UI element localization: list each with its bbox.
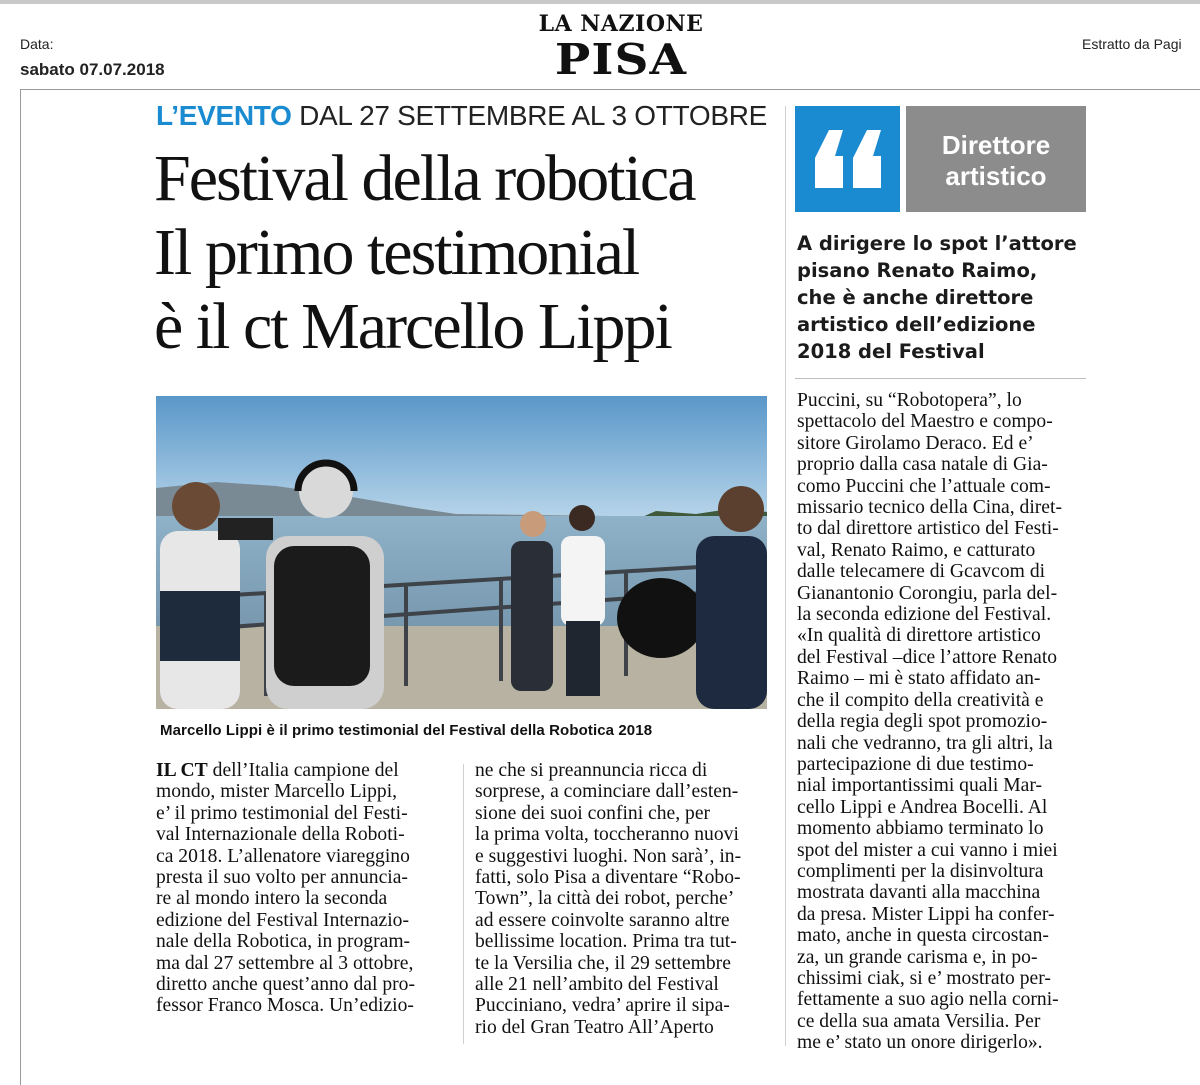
- body-column-3: [797, 390, 1089, 1054]
- role-line: artistico: [945, 161, 1047, 191]
- headline-line: Festival della robotica: [154, 142, 695, 215]
- body-line: me e’ stato un onore dirigerlo».: [797, 1032, 1043, 1054]
- body-line: ne che si preannuncia ricca di: [475, 760, 708, 781]
- pull-quote-line: che è anche direttore: [797, 286, 1034, 309]
- body-line: te la Versilia che, il 29 settembre: [475, 952, 731, 974]
- body-line: Gianantonio Corongiu, parla del-: [797, 582, 1058, 604]
- headline-line: è il ct Marcello Lippi: [154, 290, 671, 363]
- divider: [795, 378, 1086, 379]
- body-line: Pucciniano, vedra’ aprire il sipa-: [475, 995, 730, 1017]
- pull-quote-line: artistico dell’edizione: [797, 313, 1036, 336]
- body-line: [156, 760, 452, 781]
- kicker-dates: DAL 27 SETTEMBRE AL 3 OTTOBRE: [299, 100, 768, 131]
- body-line: da presa. Mister Lippi ha confer-: [797, 903, 1055, 925]
- body-line: fessor Franco Mosca. Un’edizio-: [156, 995, 414, 1017]
- body-line: alle 21 nell’ambito del Festival: [475, 974, 719, 996]
- body-line: la seconda edizione del Festival.: [797, 604, 1052, 626]
- body-line: spettacolo del Maestro e compo-: [797, 411, 1053, 433]
- photo-caption: Marcello Lippi è il primo testimonial del Festival della Robotica 2018: [160, 722, 653, 739]
- body-line: e’ il primo testimonial del Festi-: [156, 802, 408, 824]
- body-line: dalle telecamere di Gcavcom di: [797, 561, 1046, 583]
- body-line: rio del Gran Teatro All’Aperto: [475, 1016, 714, 1038]
- body-line: della regia degli spot promozio-: [797, 711, 1048, 733]
- body-line: val, Renato Raimo, e catturato: [797, 539, 1036, 561]
- body-line: presta il suo volto per annuncia-: [156, 867, 408, 889]
- body-line: chissimi ciak, si e’ mostrato per-: [797, 967, 1051, 989]
- body-line: fettamente a suo agio nella corni-: [797, 989, 1059, 1011]
- body-line: mato, anche in questa circostan-: [797, 925, 1049, 947]
- body-line: «In qualità di direttore artistico: [797, 625, 1041, 647]
- date-label: Data:: [20, 36, 54, 52]
- body-line: nial importantissimi quali Mar-: [797, 775, 1043, 797]
- body-line: sione dei suoi confini che, per: [475, 802, 711, 824]
- body-line: sorprese, a cominciare dall’esten-: [475, 781, 739, 803]
- body-line: del Festival –dice l’attore Renato: [797, 646, 1058, 668]
- body-column-2: [475, 760, 771, 1038]
- masthead-title: LA NAZIONE: [538, 11, 704, 37]
- body-line: momento abbiamo terminato lo: [797, 818, 1044, 840]
- body-line: spot del mister a cui vanno i miei: [797, 839, 1058, 861]
- body-line: val Internazionale della Roboti-: [156, 824, 405, 846]
- body-line: ma dal 27 settembre al 3 ottobre,: [156, 952, 414, 974]
- body-line: diretto anche quest’anno dal pro-: [156, 974, 415, 996]
- body-line: ce della sua amata Versilia. Per: [797, 1010, 1041, 1032]
- quote-icon: [795, 106, 900, 212]
- body-column-1: [156, 760, 452, 1017]
- pull-quote-line: A dirigere lo spot l’attore: [797, 232, 1077, 255]
- column-divider: [463, 764, 464, 1044]
- role-label-box: [906, 106, 1086, 212]
- pull-quote-line: pisano Renato Raimo,: [797, 259, 1038, 282]
- extract-label: Estratto da Pagi: [1082, 36, 1182, 52]
- article-kicker: [156, 100, 767, 132]
- body-line: sitore Girolamo Deraco. Ed e’: [797, 432, 1034, 454]
- pull-quote: [797, 230, 1087, 365]
- body-line: Puccini, su “Robotopera”, lo: [797, 390, 1022, 411]
- masthead-logo: [528, 10, 714, 82]
- issue-date: sabato 07.07.2018: [20, 60, 165, 79]
- body-line: nali che vedranno, tra gli altri, la: [797, 732, 1053, 754]
- body-line: proprio dalla casa natale di Gia-: [797, 454, 1048, 476]
- body-line: bellissime location. Prima tra tut-: [475, 931, 737, 953]
- body-line: che il compito della creatività e: [797, 689, 1044, 711]
- body-line: re al mondo intero la seconda: [156, 888, 388, 910]
- body-line: fatti, solo Pisa a diventare “Robo-: [475, 867, 741, 889]
- pull-quote-line: 2018 del Festival: [797, 340, 985, 363]
- body-line: to dal direttore artistico del Festi-: [797, 518, 1059, 540]
- kicker-section: L’EVENTO: [156, 100, 292, 131]
- article-headline: [154, 142, 774, 364]
- column-divider: [785, 106, 786, 1046]
- body-line: mostrata davanti alla macchina: [797, 882, 1041, 904]
- body-line: edizione del Festival Internazio-: [156, 909, 409, 931]
- role-line: Direttore: [941, 130, 1051, 160]
- body-line: complimenti per la disinvoltura: [797, 860, 1044, 882]
- body-line-text: dell’Italia campione del: [212, 760, 399, 781]
- masthead-edition: PISA: [554, 35, 688, 84]
- lead-in: IL CT: [156, 760, 208, 781]
- body-line: ad essere coinvolte saranno altre: [475, 909, 730, 931]
- body-line: cello Lippi e Andrea Bocelli. Al: [797, 796, 1048, 818]
- body-line: mondo, mister Marcello Lippi,: [156, 781, 398, 803]
- article-photo: [156, 396, 767, 709]
- body-line: za, un grande carisma e, in po-: [797, 946, 1038, 968]
- body-line: partecipazione di due testimo-: [797, 753, 1034, 775]
- top-border: [0, 0, 1200, 4]
- headline-line: Il primo testimonial: [154, 216, 639, 289]
- body-line: ca 2018. L’allenatore viareggino: [156, 845, 410, 867]
- body-line: missario tecnico della Cina, diret-: [797, 497, 1062, 519]
- body-line: la prima volta, toccheranno nuovi: [475, 824, 739, 846]
- body-line: Raimo – mi è stato affidato an-: [797, 668, 1041, 690]
- body-line: nale della Robotica, in program-: [156, 931, 411, 953]
- body-line: como Puccini che l’attuale com-: [797, 475, 1051, 497]
- body-line: e suggestivi luoghi. Non sarà’, in-: [475, 845, 742, 867]
- body-line: Town”, la città dei robot, perche’: [475, 888, 735, 910]
